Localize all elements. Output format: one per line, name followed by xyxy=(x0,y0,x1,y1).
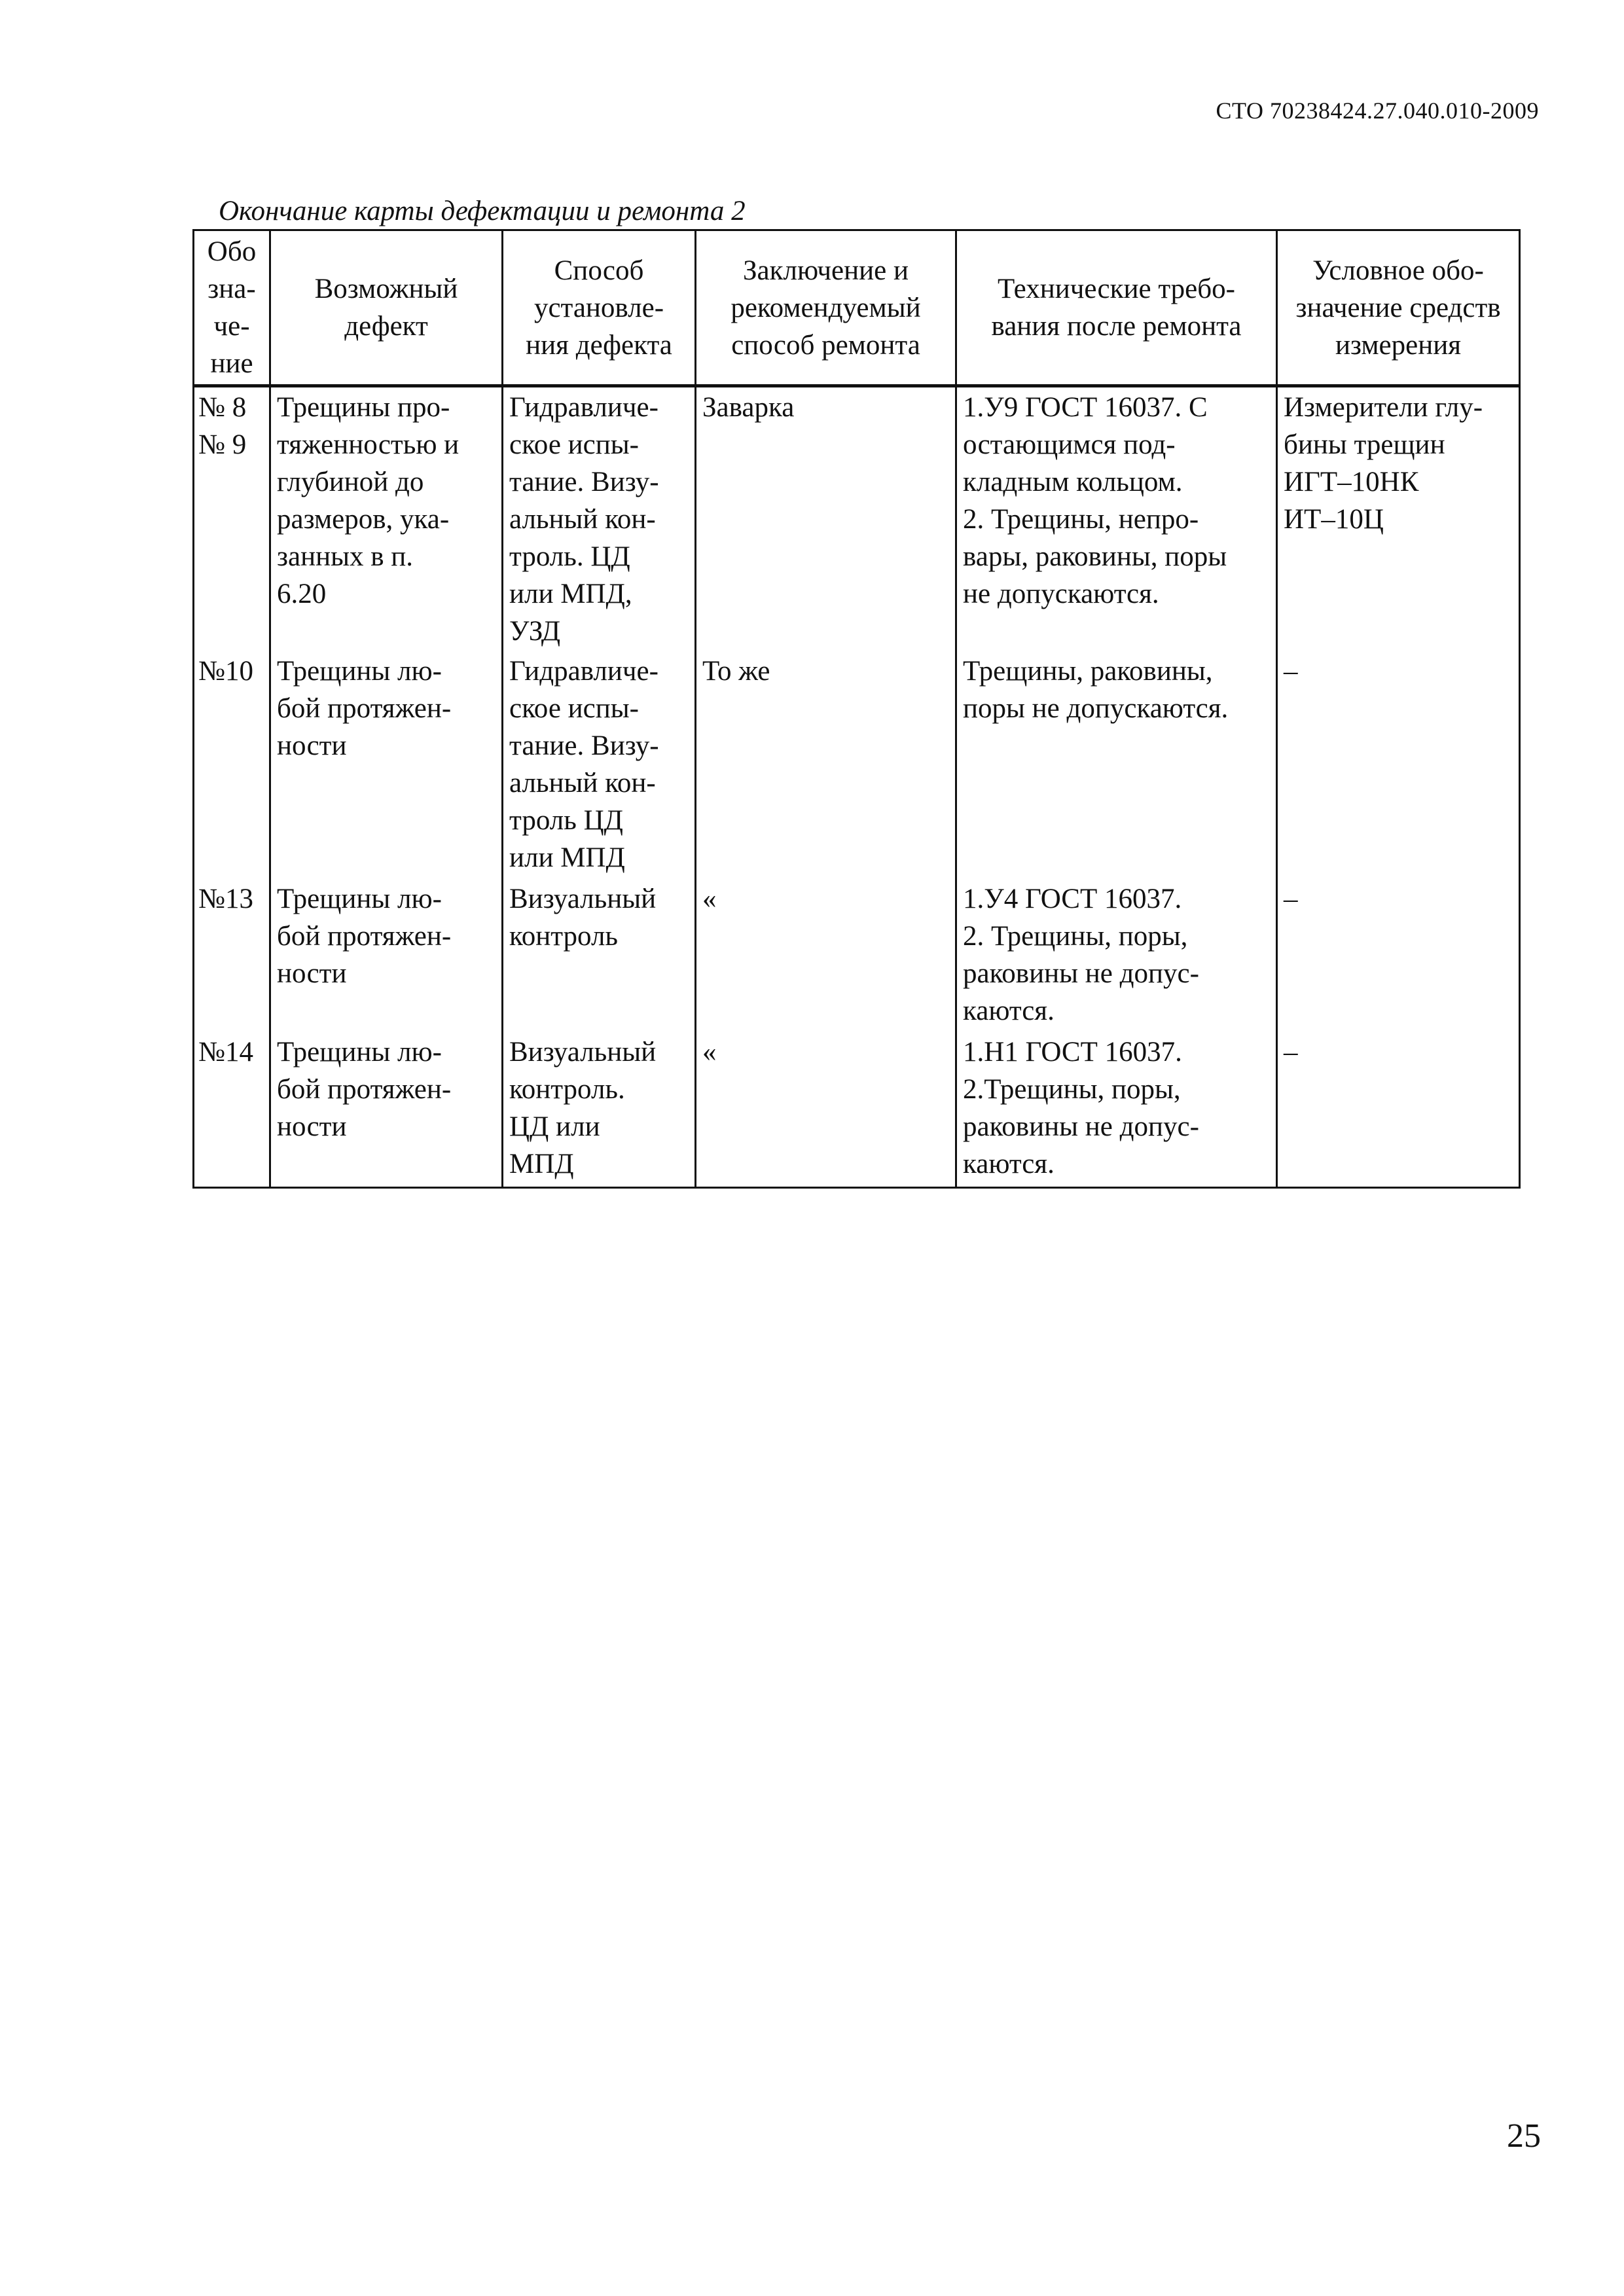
cell-technical-requirements: 1.У9 ГОСТ 16037. С остающимся под- кладным кольцом. 2. Трещины, непро- вары, раковины, поры не допускаются. xyxy=(956,386,1277,651)
table-row xyxy=(194,1032,1520,1188)
table-row xyxy=(194,386,1520,651)
header-possible-defect: Возможный дефект xyxy=(270,230,503,386)
cell-designation: №13 xyxy=(194,879,270,1032)
cell-technical-requirements: 1.Н1 ГОСТ 16037. 2.Трещины, поры, раковины не допус- каются. xyxy=(956,1032,1277,1188)
cell-repair-method: « xyxy=(696,1032,956,1188)
cell-designation: №14 xyxy=(194,1032,270,1188)
cell-measuring-instruments: Измерители глу- бины трещин ИГТ–10НК ИТ–10Ц xyxy=(1277,386,1520,651)
cell-defect: Трещины лю- бой протяжен- ности xyxy=(270,879,503,1032)
cell-repair-method: То же xyxy=(696,651,956,879)
header-repair-method: Заключение и рекомендуемый способ ремонта xyxy=(696,230,956,386)
cell-detection-method: Гидравличе- ское испы- тание. Визу- альный кон- троль ЦД или МПД xyxy=(503,651,696,879)
cell-detection-method: Гидравличе- ское испы- тание. Визу- альный кон- троль. ЦД или МПД, УЗД xyxy=(503,386,696,651)
cell-measuring-instruments: – xyxy=(1277,879,1520,1032)
header-designation: Обо зна- че- ние xyxy=(194,230,270,386)
cell-repair-method: « xyxy=(696,879,956,1032)
table-row xyxy=(194,651,1520,879)
table-caption: Окончание карты дефектации и ремонта 2 xyxy=(219,196,746,226)
table-row xyxy=(194,879,1520,1032)
cell-designation: №10 xyxy=(194,651,270,879)
header-measuring-instruments: Условное обо- значение средств измерения xyxy=(1277,230,1520,386)
cell-detection-method: Визуальный контроль xyxy=(503,879,696,1032)
cell-measuring-instruments: – xyxy=(1277,1032,1520,1188)
cell-designation: № 8 № 9 xyxy=(194,386,270,651)
defect-repair-table xyxy=(192,229,1521,1189)
page-number: 25 xyxy=(1507,2117,1541,2155)
cell-technical-requirements: Трещины, раковины, поры не допускаются. xyxy=(956,651,1277,879)
header-detection-method: Способ установле- ния дефекта xyxy=(503,230,696,386)
table-header-row xyxy=(194,230,1520,386)
document-code: СТО 70238424.27.040.010-2009 xyxy=(1216,98,1539,124)
cell-repair-method: Заварка xyxy=(696,386,956,651)
cell-technical-requirements: 1.У4 ГОСТ 16037. 2. Трещины, поры, раковины не допус- каются. xyxy=(956,879,1277,1032)
cell-measuring-instruments: – xyxy=(1277,651,1520,879)
cell-defect: Трещины про- тяженностью и глубиной до размеров, ука- занных в п. 6.20 xyxy=(270,386,503,651)
cell-defect: Трещины лю- бой протяжен- ности xyxy=(270,651,503,879)
header-technical-requirements: Технические требо- вания после ремонта xyxy=(956,230,1277,386)
cell-detection-method: Визуальный контроль. ЦД или МПД xyxy=(503,1032,696,1188)
cell-defect: Трещины лю- бой протяжен- ности xyxy=(270,1032,503,1188)
